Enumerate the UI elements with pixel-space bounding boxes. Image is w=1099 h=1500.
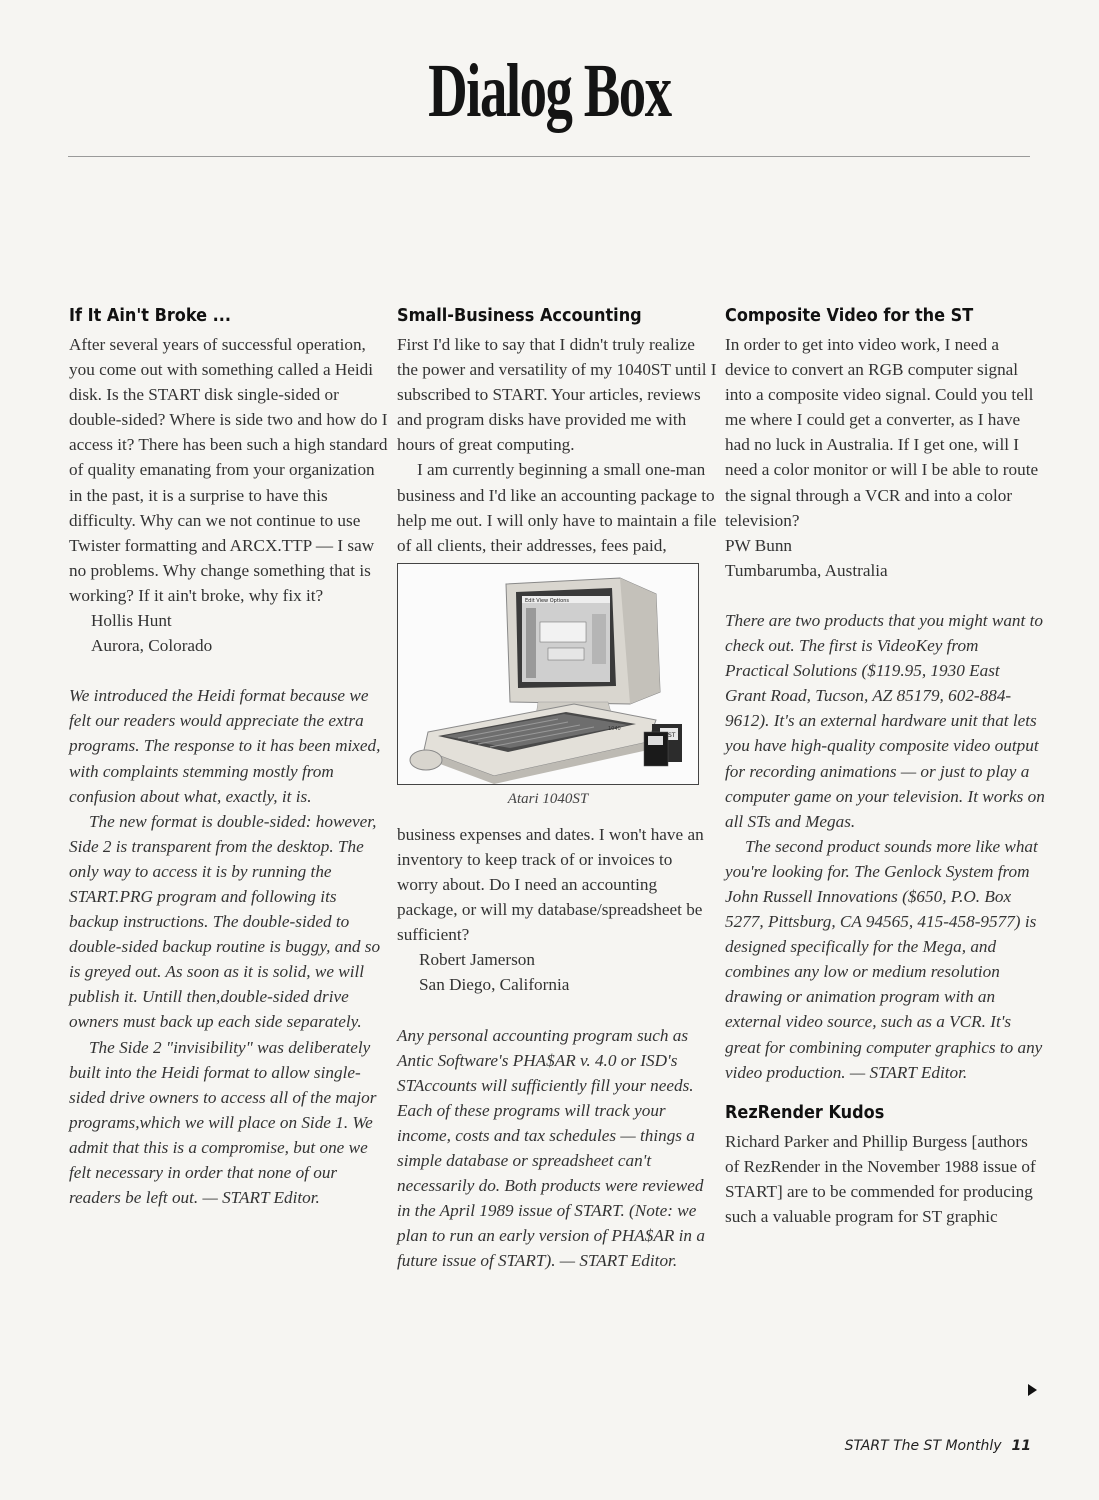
footer-label: START The ST Monthly [844,1438,1002,1454]
signature-place: Aurora, Colorado [91,636,213,656]
letter-text: In order to get into video work, I need a device to convert an RGB computer signal into a composite video signal. Could you tell me where I could get a converter, as I have had no luck in Australia. If I get one, will I need a color monitor or will I be able to route the signal through a VCR and into a color television? [725,335,1039,530]
letter-text: I am currently beginning a small one-man business and I'd like an accounting package to help me out. I will only have to maintain a file of all clients, their addresses, fees paid, [397,460,717,555]
atari-1040st-photo [397,563,699,785]
article-heading-video: Composite Video for the ST [725,306,974,326]
article-heading-rezrender: RezRender Kudos [725,1102,885,1123]
editor-reply: The new format is double-sided: however, Side 2 is transparent from the desktop. The only way to access it is by running the START.PRG program and following its backup instructions. The double-sided to double-sided backup routine is buggy, and so is greyed out. As soon as it is solid, we will publish it. Untill then,double-sided drive owners must back up each side separately. [69,811,381,1032]
page-title: Dialog Box [428,49,671,133]
column-1 [69,302,389,1210]
column-3 [725,302,1045,1229]
letter-text: First I'd like to say that I didn't truly realize the power and versatility of my 1040ST until I subscribed to START. Your articles, reviews and program disks have provided me with hours of great computing. [397,335,717,455]
signature-name: Hollis Hunt [91,611,172,631]
editor-reply: Any personal accounting program such as Antic Software's PHA$AR v. 4.0 or ISD's STAccounts will sufficiently fill your needs. Each of these programs will track your income, costs and tax schedules — things a simple database or spreadsheet can't necessarily do. Both products were reviewed in the April 1989 issue of START. (Note: we plan to run an early version of PHA$AR in a future issue of START). — START Editor. [397,1025,705,1271]
photo-caption: Atari 1040ST [507,790,589,807]
letter-text: After several years of successful operation, you come out with something called a Heidi disk. Is the START disk single-sided or double-sided? Where is side two and how do I access it? There has been such a high standard of quality emanating from your organization in the past, it is a surprise to have this difficulty. Why can we not continue to use Twister formatting and ARCX.TTP — I saw no problems. Why change something that is working? If it ain't broke, why fix it? [69,335,388,605]
page-number: 11 [1011,1438,1031,1454]
computer-illustration [398,564,698,784]
signature-place: San Diego, California [419,975,570,995]
editor-reply: The Side 2 "invisibility" was deliberately built into the Heidi format to allow single-sided drive owners to access all of the major programs,which we will place on Side 1. We admit that this is a compromise, but one we felt necessary in order that none of our readers be left out. — START Editor. [69,1037,377,1208]
editor-reply: We introduced the Heidi format because we felt our readers would appreciate the extra programs. The response to it has been mixed, with complaints stemming mostly from confusion about what, exactly, it is. [69,686,381,806]
article-heading-accounting: Small-Business Accounting [397,306,642,326]
column-2 [397,302,717,1273]
screen-menu-text: Edit View Options [525,597,570,604]
signature-name: PW Bunn [725,535,793,555]
editor-reply: The second product sounds more like what you're looking for. The Genlock System from John Russell Innovations ($650, P.O. Box 5277, Pittsburg, CA 94565, 415-458-9577) is designed specifically for the Mega, and combines any low or medium resolution drawing or animation program with an external video source, such as a VCR. It's great for combining computer graphics to any video production. — START Editor. [725,836,1043,1082]
page-footer [845,1438,1031,1454]
continue-arrow-icon [1028,1384,1037,1396]
article-heading-broke: If It Ain't Broke ... [69,306,231,326]
title-rule [68,156,1030,157]
letter-text: business expenses and dates. I won't have an inventory to keep track of or invoices to worry about. Do I need an accounting package, or will my database/spreadsheet be sufficient? [397,824,704,945]
editor-reply: There are two products that you might want to check out. The first is VideoKey from Practical Solutions ($119.95, 1930 East Grant Road, Tucson, AZ 85179, 602-884-9612). It's an external hardware unit that lets you have high-quality composite video output for recording animations — or just to play a computer game on your television. It works on all STs and Megas. [725,610,1045,831]
signature-place: Tumbarumba, Australia [725,560,888,580]
signature-name: Robert Jamerson [419,950,535,970]
disk-label: ST [668,731,676,739]
keyboard-badge: 1040 [608,725,621,732]
letter-text: Richard Parker and Phillip Burgess [authors of RezRender in the November 1988 issue of START] are to be commended for producing such a valuable program for ST graphic [725,1131,1036,1226]
